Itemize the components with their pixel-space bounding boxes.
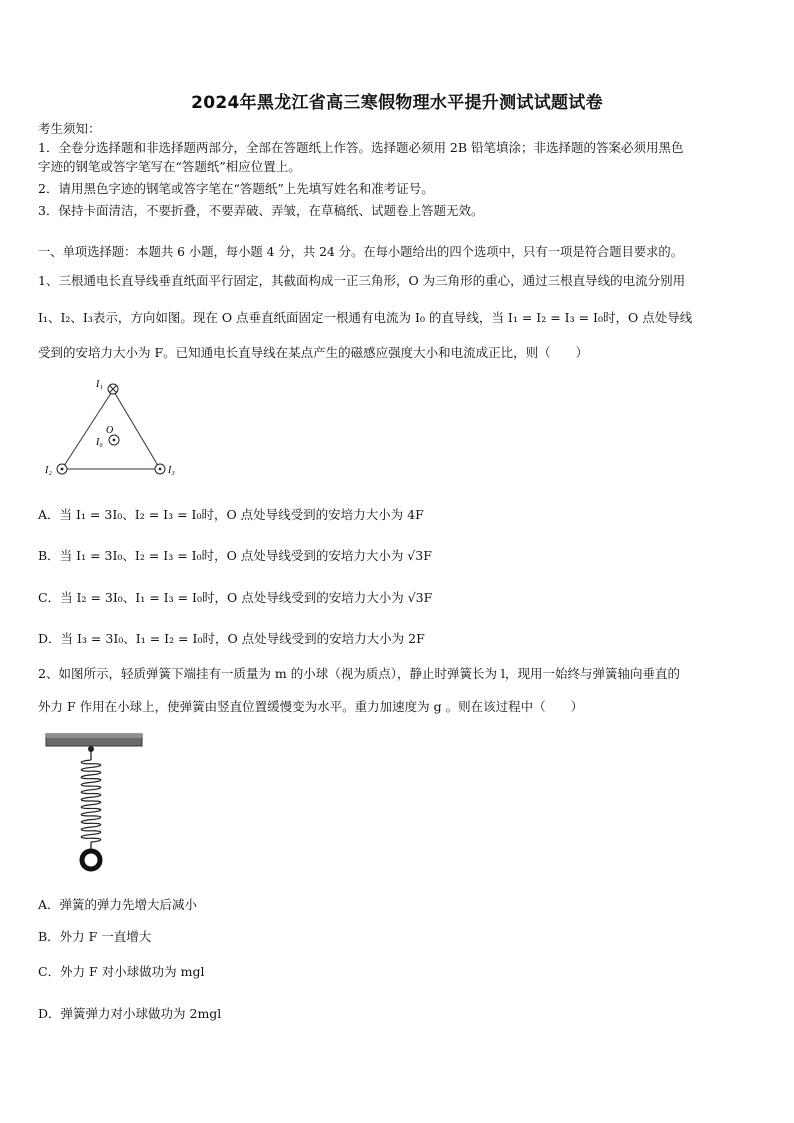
spring-coil-icon <box>81 760 101 842</box>
wire-i0-dot-icon <box>109 435 119 445</box>
q2-option-d[interactable]: D．弹簧弹力对小球做功为 2mgl <box>38 1006 222 1021</box>
q1-triangle-figure <box>40 372 190 484</box>
page-title: 2024年黑龙江省高三寒假物理水平提升测试试题试卷 <box>191 93 603 113</box>
q2-stem-line-2: 外力 F 作用在小球上，使弹簧由竖直位置缓慢变为水平。重力加速度为 g 。则在该过程中（ ） <box>38 699 584 714</box>
notice-item-1-line-1: 1．全卷分选择题和非选择题两部分，全部在答题纸上作答。选择题必须用 2B 铅笔填涂；非选择题的答案必须用黑色 <box>38 140 684 155</box>
q1-option-a[interactable]: A．当 I₁ = 3I₀、I₂ = I₃ = I₀时，O 点处导线受到的安培力大小为 4F <box>38 507 424 522</box>
wire-i1-cross-icon <box>108 384 118 394</box>
wire-i3-dot-icon <box>155 464 165 474</box>
label-i2: I₂ <box>45 465 52 476</box>
label-o: O <box>106 425 114 436</box>
label-i3: I₃ <box>168 465 175 476</box>
q2-option-c[interactable]: C．外力 F 对小球做功为 mgl <box>38 964 205 979</box>
q2-spring-figure <box>40 728 150 878</box>
wire-i2-dot-icon <box>57 464 67 474</box>
q1-option-b[interactable]: B．当 I₁ = 3I₀、I₂ = I₃ = I₀时，O 点处导线受到的安培力大小为 √3F <box>38 548 432 563</box>
ceiling-bar-highlight <box>46 734 142 738</box>
label-i0: I₀ <box>96 437 103 448</box>
label-i1: I₁ <box>96 379 103 390</box>
q1-stem-line-2: I₁、I₂、I₃表示，方向如图。现在 O 点垂直纸面固定一根通有电流为 I₀ 的直导线，当 I₁ = I₂ = I₃ = I₀时，O 点处导线 <box>38 310 693 325</box>
q1-stem-line-1: 1、三根通电长直导线垂直纸面平行固定，其截面构成一正三角形，O 为三角形的重心，通过三根直导线的电流分别用 <box>38 273 686 288</box>
q1-option-c[interactable]: C．当 I₂ = 3I₀、I₁ = I₃ = I₀时，O 点处导线受到的安培力大小为 √3F <box>38 590 433 605</box>
notice-heading: 考生须知： <box>38 121 101 136</box>
notice-item-1-line-2: 字迹的钢笔或答字笔写在“答题纸”相应位置上。 <box>38 159 301 174</box>
notice-item-2: 2．请用黑色字迹的钢笔或答字笔在“答题纸”上先填写姓名和准考证号。 <box>38 181 434 196</box>
notice-item-3: 3．保持卡面清洁，不要折叠，不要弄破、弄皱，在草稿纸、试题卷上答题无效。 <box>38 203 484 218</box>
q2-option-b[interactable]: B．外力 F 一直增大 <box>38 929 152 944</box>
ball-icon <box>82 851 100 869</box>
triangle-right-side <box>113 390 160 469</box>
q1-stem-line-3: 受到的安培力大小为 F。已知通电长直导线在某点产生的磁感应强度大小和电流成正比，则（ ） <box>38 345 589 360</box>
q1-option-d[interactable]: D．当 I₃ = 3I₀、I₁ = I₂ = I₀时，O 点处导线受到的安培力大小为 2F <box>38 631 425 646</box>
q2-stem-line-1: 2、如图所示，轻质弹簧下端挂有一质量为 m 的小球（视为质点），静止时弹簧长为 l，现用一始终与弹簧轴向垂直的 <box>38 666 680 681</box>
section-heading: 一、单项选择题：本题共 6 小题，每小题 4 分，共 24 分。在每小题给出的四个选项中，只有一项是符合题目要求的。 <box>38 245 683 259</box>
q2-option-a[interactable]: A．弹簧的弹力先增大后减小 <box>38 897 198 912</box>
